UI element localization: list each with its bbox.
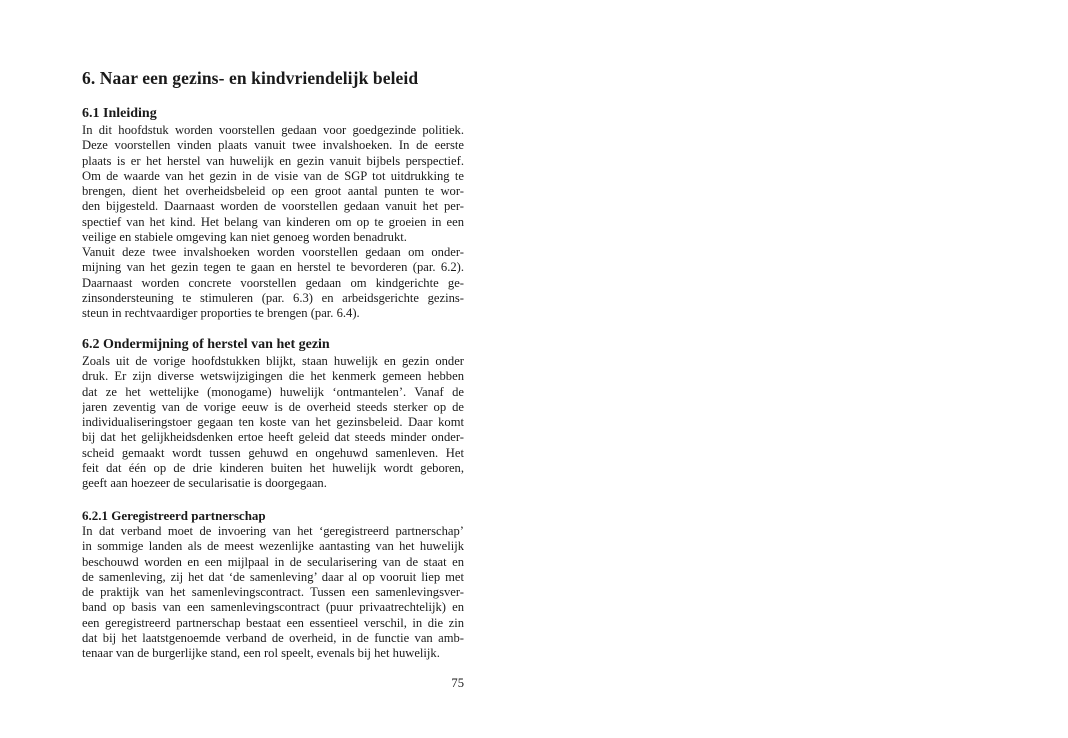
- paragraph-inleiding-1: [82, 123, 464, 245]
- text-line: zinsondersteuning te stimuleren (par. 6.3) en arbeidsgerichte gezins-: [82, 290, 464, 305]
- text-line: Zoals uit de vorige hoofdstukken blijkt, staan huwelijk en gezin onder: [82, 354, 464, 368]
- text-line: spectief van het kind. Het belang van kinderen om op te groeien in een: [82, 214, 464, 229]
- text-line: Vanuit deze twee invalshoeken worden voorstellen gedaan om onder-: [82, 245, 464, 259]
- text-line: veilige en stabiele omgeving kan niet genoeg worden benadrukt.: [82, 230, 407, 245]
- text-line: In dit hoofdstuk worden voorstellen gedaan voor goedgezinde politiek.: [82, 123, 464, 137]
- text-line: band op basis van een samenlevingscontract (puur privaatrechtelijk) en: [82, 600, 464, 615]
- text-line: de samenleving, zij het dat ‘de samenleving’ daar al op vooruit liep met: [82, 569, 464, 584]
- text-line: In dat verband moet de invoering van het ‘geregistreerd partnerschap’: [82, 524, 464, 538]
- text-line: steun in rechtvaardiger proporties te brengen (par. 6.4).: [82, 306, 360, 321]
- chapter-title: 6. Naar een gezins- en kindvriendelijk beleid: [82, 68, 419, 88]
- text-line: dat bij het laatstgenoemde verband de overheid, in de functie van amb-: [82, 631, 464, 646]
- text-line: Daarnaast worden concrete voorstellen gedaan om kindgerichte ge-: [82, 275, 464, 290]
- paragraph-inleiding-2: [82, 245, 464, 321]
- text-line: tenaar van de burgerlijke stand, een rol speelt, evenals bij het huwelijk.: [82, 646, 440, 661]
- section-heading-ondermijning: 6.2 Ondermijning of herstel van het gezin: [82, 337, 330, 352]
- text-line: Deze voorstellen vinden plaats vanuit twee invalshoeken. In de eerste: [82, 138, 464, 153]
- text-line: een geregistreerd partnerschap bestaat een essentieel verschil, in die zin: [82, 615, 464, 630]
- subsection-heading-partnerschap: 6.2.1 Geregistreerd partnerschap: [82, 508, 266, 523]
- text-line: plaats is er het herstel van huwelijk en gezin vanuit bijbels perspectief.: [82, 153, 464, 168]
- text-line: Om de waarde van het gezin in de visie van de SGP tot uitdrukking te: [82, 168, 464, 183]
- text-line: in sommige landen als de meest wezenlijke aantasting van het huwelijk: [82, 539, 464, 554]
- paragraph-ondermijning-1: [82, 354, 464, 492]
- section-heading-inleiding: 6.1 Inleiding: [82, 106, 157, 121]
- text-line: brengen, dient het overheidsbeleid op een groot aantal punten te wor-: [82, 184, 464, 199]
- text-line: scheid gemaakt wordt tussen gehuwd en ongehuwd samenleven. Het: [82, 445, 464, 460]
- text-line: de praktijk van het samenlevingscontract. Tussen een samenlevingsver-: [82, 585, 464, 600]
- text-line: bij dat het gelijkheidsdenken ertoe heeft geleid dat steeds minder onder-: [82, 430, 464, 445]
- paragraph-partnerschap-1: [82, 524, 464, 662]
- text-line: den bijgesteld. Daarnaast worden de voorstellen gedaan vanuit het per-: [82, 199, 464, 214]
- text-line: dat ze het wettelijke (monogame) huwelijk ‘ontmantelen’. Vanaf de: [82, 384, 464, 399]
- text-line: beschouwd worden en een mijlpaal in de secularisering van de staat en: [82, 554, 464, 569]
- text-line: druk. Er zijn diverse wetswijzigingen die het kenmerk gemeen hebben: [82, 369, 464, 384]
- text-line: jaren zeventig van de vorige eeuw is de overheid steeds sterker op de: [82, 399, 464, 414]
- text-line: geeft aan hoezeer de secularisatie is doorgegaan.: [82, 476, 327, 491]
- page-number: 75: [451, 676, 464, 690]
- text-line: individualiseringstoer gegaan ten koste van het gezinsbeleid. Daar komt: [82, 415, 464, 430]
- text-line: feit dat één op de drie kinderen buiten het huwelijk wordt geboren,: [82, 461, 464, 476]
- text-line: mijning van het gezin tegen te gaan en herstel te bevorderen (par. 6.2).: [82, 260, 464, 275]
